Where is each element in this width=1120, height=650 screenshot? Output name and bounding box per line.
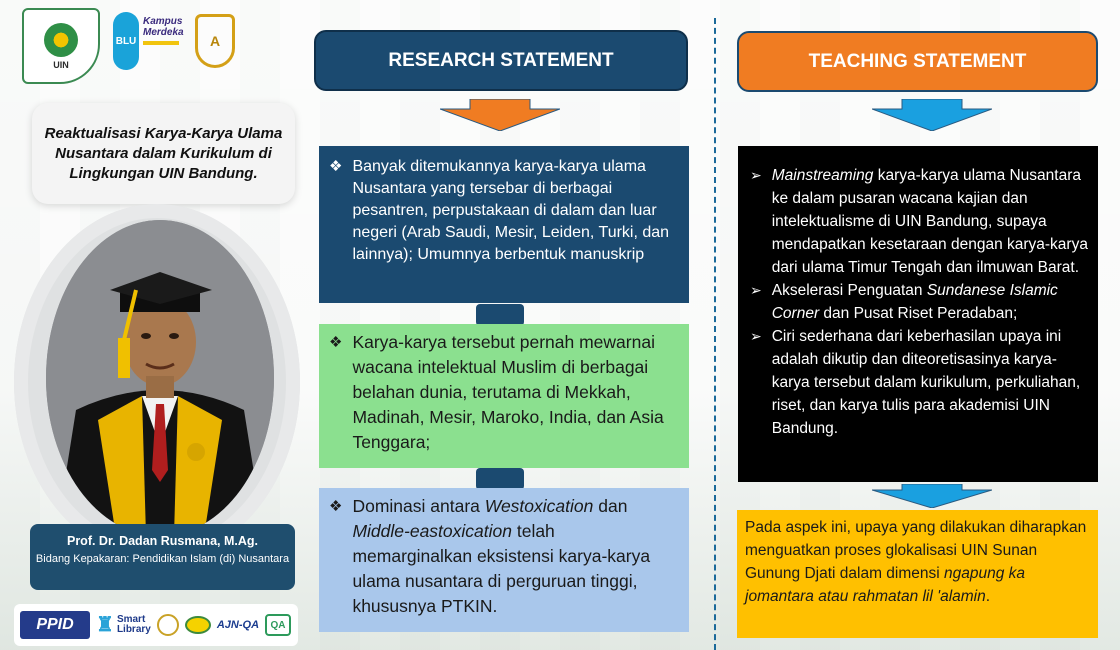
- teaching-item-2: [750, 279, 1090, 325]
- teaching-points-box: [738, 146, 1098, 482]
- ban-pt-icon: [185, 616, 211, 634]
- teaching-item-3-text: Ciri sederhana dari keberhasilan upaya ini adalah dikutip dan diteoretisasinya karya-karya tersebut dalam kurikulum, perkuliahan, riset, dan karya tulis para akademisi UIN Bandung.: [771, 328, 1081, 437]
- portrait-illustration: [46, 220, 274, 536]
- research-statement-heading: RESEARCH STATEMENT: [314, 30, 688, 91]
- blu-logo: BLU: [113, 12, 139, 70]
- profile-title-card: [32, 103, 295, 204]
- teaching-item-1: [750, 164, 1090, 279]
- diamond-bullet-icon: ❖: [329, 158, 343, 175]
- professor-portrait: [46, 220, 274, 536]
- uin-logo-text: UIN: [53, 59, 69, 70]
- column-divider: [714, 18, 716, 650]
- name-card: [30, 524, 295, 590]
- arrow-bullet-icon: ➢: [750, 167, 762, 183]
- professor-expertise: Bidang Kepakaran: Pendidikan Islam (di) Nusantara: [35, 553, 290, 565]
- kampus-merdeka-stripe: [143, 41, 179, 45]
- teaching-item-3: [750, 325, 1090, 440]
- footer-logo-strip: [14, 604, 298, 646]
- kampus-merdeka-line1: Kampus: [143, 16, 183, 27]
- teaching-conclusion-text: Pada aspek ini, upaya yang dilakukan diharapkan menguatkan proses glokalisasi UIN Sunan Gunung Djati dalam dimensi ngapung ka jomantara atau rahmatan lil 'alamin.: [745, 519, 1087, 605]
- smart-library-logo: [96, 615, 151, 635]
- ajn-qa-logo: AJN-QA: [216, 619, 260, 631]
- teaching-statement-heading: TEACHING STATEMENT: [737, 31, 1098, 92]
- akreditasi-grade: A: [209, 33, 221, 49]
- research-connector-2: [476, 468, 524, 490]
- uin-emblem-icon: [44, 23, 78, 57]
- research-point-2-text: Karya-karya tersebut pernah mewarnai wacana intelektual Muslim di berbagai belahan dunia, terutama di Mekkah, Madinah, Mesir, Maroko, India, dan Asia Tenggara;: [352, 332, 664, 452]
- profile-title: Reaktualisasi Karya-Karya Ulama Nusantara dalam Kurikulum di Lingkungan UIN Bandung.: [44, 124, 283, 182]
- research-point-2: [319, 324, 689, 468]
- kampus-merdeka-line2: Merdeka: [143, 27, 184, 38]
- teaching-item-2-text: Akselerasi Penguatan Sundanese Islamic Corner dan Pusat Riset Peradaban;: [771, 282, 1058, 322]
- qa-logo: QA: [265, 614, 291, 636]
- research-point-1: [319, 146, 689, 303]
- teaching-item-1-text: Mainstreaming karya-karya ulama Nusantara ke dalam pusaran wacana kajian dan intelektualisme di UIN Bandung, supaya mendapatkan kesetaraan dengan karya-karya dari ulama Timur Tengah dan ilmuwan Barat.: [771, 167, 1088, 276]
- arrow-bullet-icon: ➢: [750, 328, 762, 344]
- teaching-down-arrow-icon: [872, 99, 992, 131]
- research-point-3: [319, 488, 689, 632]
- akreditasi-logo: [190, 10, 240, 72]
- diamond-bullet-icon: ❖: [329, 334, 343, 351]
- diamond-bullet-icon: ❖: [329, 498, 343, 515]
- research-down-arrow-icon: [440, 99, 560, 131]
- smart-library-line1: Smart: [116, 614, 146, 625]
- kampus-merdeka-logo: [143, 16, 185, 56]
- accreditation-mini-icon: [157, 614, 179, 636]
- professor-name: Prof. Dr. Dadan Rusmana, M.Ag.: [66, 534, 258, 548]
- arrow-bullet-icon: ➢: [750, 282, 762, 298]
- research-connector-1: [476, 304, 524, 326]
- research-point-3-text: Dominasi antara Westoxication dan Middle-eastoxication telah memarginalkan eksistensi karya-karya ulama nusantara di perguruan tinggi, khususnya PTKIN.: [352, 496, 651, 616]
- teaching-conclusion-arrow-icon: [872, 484, 992, 508]
- smart-library-icon: ♜: [96, 614, 114, 636]
- akreditasi-shield-icon: [195, 14, 235, 68]
- ppid-logo: PPID: [20, 611, 90, 639]
- teaching-conclusion: [737, 510, 1098, 638]
- smart-library-line2: Library: [116, 624, 151, 635]
- research-point-1-text: Banyak ditemukannya karya-karya ulama Nusantara yang tersebar di berbagai pesantren, perpustakaan di dalam dan luar negeri (Arab Saudi, Mesir, Leiden, Turki, dan lainnya); Umumnya berbentuk manuskrip: [352, 158, 670, 263]
